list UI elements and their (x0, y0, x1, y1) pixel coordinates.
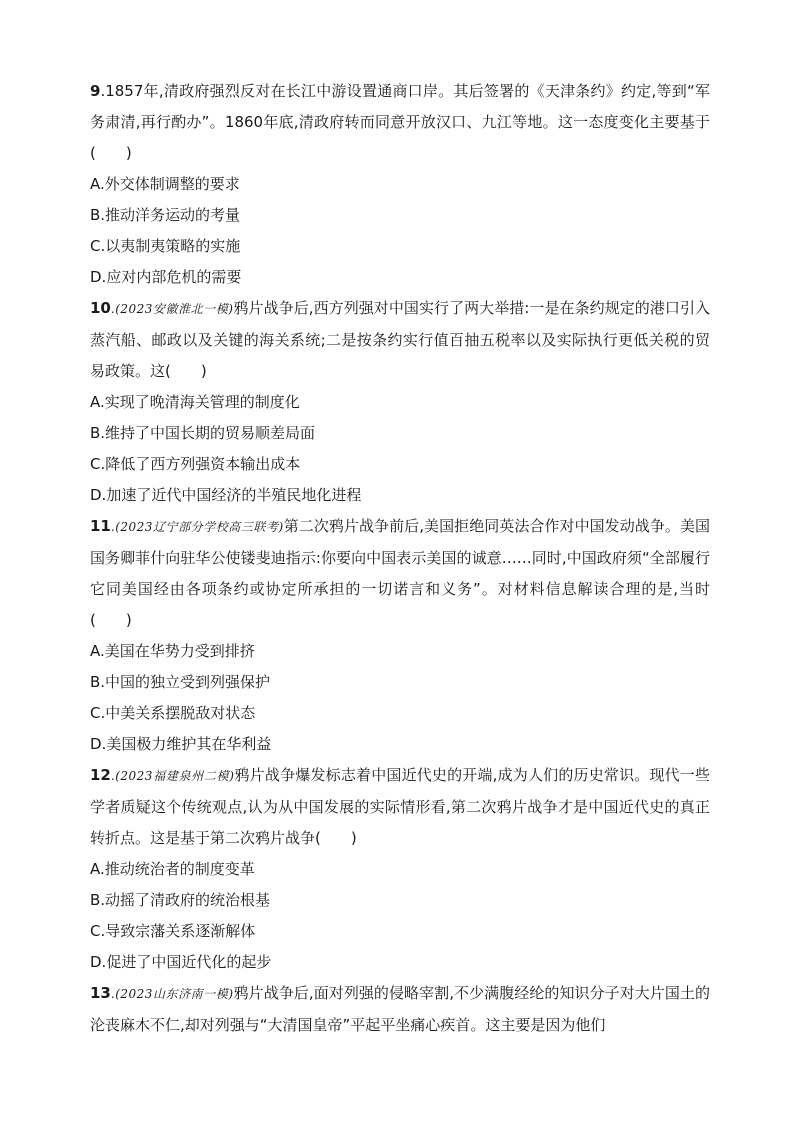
question-number: 12 (90, 766, 111, 784)
question-text: 鸦片战争后,面对列强的侵略宰割,不少满腹经纶的知识分子对大片国土的沦丧麻木不仁,却对列强与“大清国皇帝”平起平坐痛心疾首。这主要是因为他们 (90, 984, 711, 1034)
question-page (90, 76, 710, 1041)
option-b: B.动摇了清政府的统治根基 (90, 891, 271, 909)
question-source: .(2023安徽淮北一模) (110, 302, 234, 316)
option-b: B.中国的独立受到列强保护 (90, 673, 271, 691)
option-a: A.美国在华势力受到排挤 (90, 642, 255, 660)
option-a: A.推动统治者的制度变革 (90, 860, 255, 878)
question-12 (90, 760, 710, 978)
question-text: 鸦片战争爆发标志着中国近代史的开端,成为人们的历史常识。现代一些学者质疑这个传统观点,认为从中国发展的实际情形看,第二次鸦片战争才是中国近代史的真正转折点。这是基于第二次鸦片战争( ) (90, 766, 710, 847)
question-number: 9 (90, 82, 101, 100)
option-c: C.降低了西方列强资本输出成本 (90, 455, 301, 473)
question-stem (90, 293, 710, 387)
question-11 (90, 511, 710, 760)
question-text: .1857年,清政府强烈反对在长江中游设置通商口岸。其后签署的《天津条约》约定,等到“军务肃清,再行酌办”。1860年底,清政府转而同意开放汉口、九江等地。这一态度变化主要基于( ) (90, 82, 710, 162)
option-c: C.以夷制夷策略的实施 (90, 237, 241, 255)
option-a: A.外交体制调整的要求 (90, 175, 240, 193)
option-d: D.加速了近代中国经济的半殖民地化进程 (90, 486, 362, 504)
question-source: .(2023辽宁部分学校高三联考) (110, 520, 284, 534)
option-c: C.中美关系摆脱敌对状态 (90, 704, 256, 722)
question-stem (90, 76, 710, 169)
option-c: C.导致宗藩关系逐渐解体 (90, 922, 256, 940)
question-source: .(2023山东济南一模) (110, 987, 234, 1001)
question-10 (90, 293, 710, 511)
option-d: D.促进了中国近代化的起步 (90, 953, 272, 971)
option-a: A.实现了晚清海关管理的制度化 (90, 393, 300, 411)
question-13 (90, 978, 710, 1041)
option-d: D.美国极力维护其在华利益 (90, 735, 272, 753)
option-b: B.维持了中国长期的贸易顺差局面 (90, 424, 316, 442)
question-number: 11 (90, 517, 111, 535)
option-b: B.推动洋务运动的考量 (90, 206, 241, 224)
question-stem (90, 760, 710, 854)
option-d: D.应对内部危机的需要 (90, 268, 242, 286)
question-text: 第二次鸦片战争前后,美国拒绝同英法合作对中国发动战争。美国国务卿菲什向驻华公使镂斐迪指示:你要向中国表示美国的诚意……同时,中国政府须“全部履行它同美国经由各项条约或协定所承担的一切诺言和义务”。对材料信息解读合理的是,当时( ) (90, 517, 710, 629)
question-number: 13 (90, 984, 111, 1002)
question-9 (90, 76, 710, 293)
question-number: 10 (90, 299, 111, 317)
question-stem (90, 978, 710, 1041)
question-source: .(2023福建泉州二模) (110, 769, 235, 783)
question-text: 鸦片战争后,西方列强对中国实行了两大举措:一是在条约规定的港口引入蒸汽船、邮政以及关键的海关系统;二是按条约实行值百抽五税率以及实际执行更低关税的贸易政策。这( ) (90, 299, 711, 380)
question-stem (90, 511, 710, 636)
